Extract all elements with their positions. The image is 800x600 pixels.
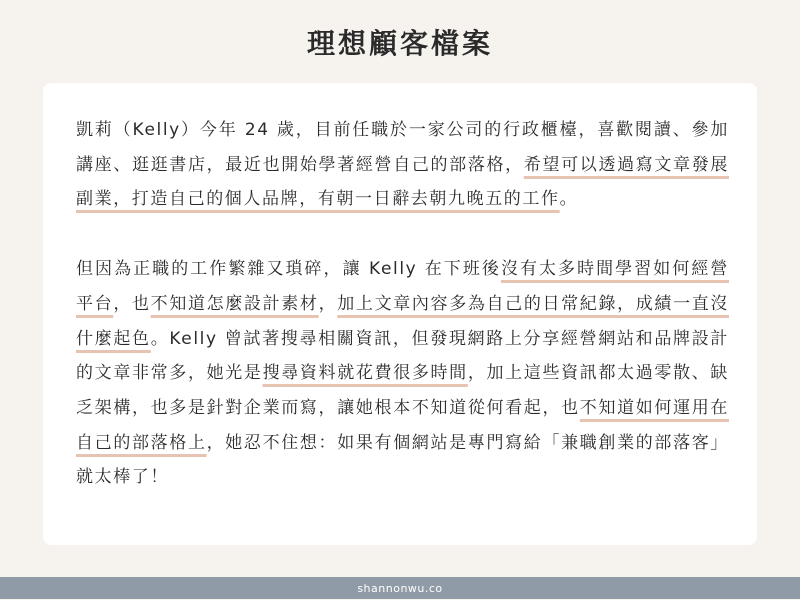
text-segment: 。: [559, 189, 579, 210]
text-segment: ，加上這些資訊都太過零散、缺乏架構，也多是針對企業而寫，讓她根本不知道從何看起，也: [76, 363, 730, 418]
highlighted-phrase: 搜尋資料就花費很多時間: [262, 363, 468, 384]
text-segment: ，也: [113, 293, 151, 314]
footer-site-name: shannonwu.co: [357, 582, 443, 595]
text-segment: 凱莉（Kelly）今年 24 歲，目前任職於一家公司的行政櫃檯，喜歡閱讀、參加講座、逛逛書店，最近也開始學著經營自己的部落格，: [76, 120, 729, 175]
highlighted-phrase: 不知道如何運用在自己的部落格上: [76, 397, 729, 453]
text-segment: 。Kelly 曾試著搜尋相關資訊，但發現網路上分享經營網站和品牌設計的文章非常多，她光是: [76, 328, 729, 384]
persona-card: [43, 83, 757, 545]
highlighted-phrase: 沒有太多時間學習如何經營平台: [76, 259, 729, 314]
paragraph-2: [76, 252, 729, 495]
highlighted-phrase: 希望可以透過寫文章發展副業，打造自己的個人品牌，有朝一日辭去朝九晚五的工作: [76, 154, 729, 210]
text-segment: ，她忍不住想：如果有個網站是專門寫給「兼職創業的部落客」就太棒了！: [76, 432, 729, 488]
highlighted-phrase: 加上文章內容多為自己的日常紀錄，成績一直沒什麼起色: [76, 293, 730, 349]
footer-bar: [0, 577, 800, 599]
page-title: 理想顧客檔案: [306, 27, 493, 60]
text-segment: 但因為正職的工作繁雜又瑣碎，讓 Kelly 在下班後: [76, 259, 501, 280]
highlighted-phrase: 不知道怎麼設計素材: [150, 293, 319, 314]
text-segment: ，: [318, 293, 338, 314]
paragraph-1: [76, 113, 729, 217]
